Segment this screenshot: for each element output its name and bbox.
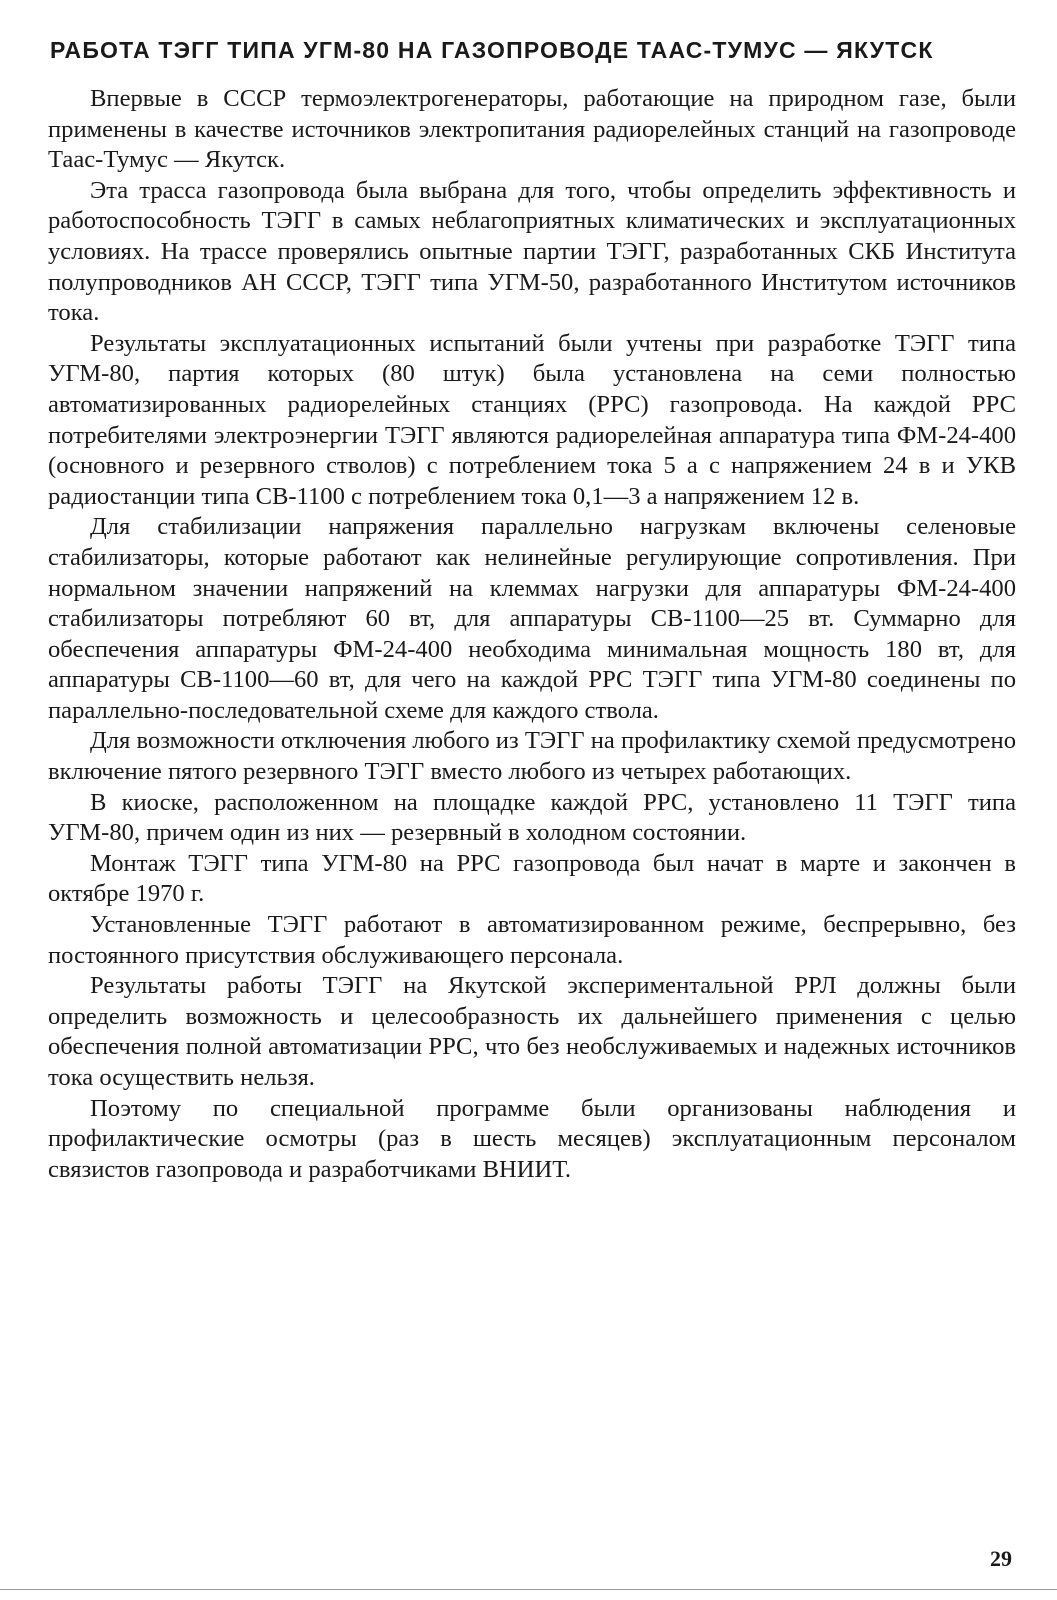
paragraph-2: Эта трасса газопровода была выбрана для того, чтобы определить эффективность и работоспособность ТЭГГ в самых неблагоприятных климатических и эксплуатационных условиях. На трассе проверялись опытные партии ТЭГГ, разработанных СКБ Института полупроводников АН СССР, ТЭГГ типа УГМ-50, разработанного Институтом источников тока.	[48, 176, 1016, 327]
section-heading: РАБОТА ТЭГГ ТИПА УГМ-80 НА ГАЗОПРОВОДЕ ТААС-ТУМУС — ЯКУТСК	[50, 37, 934, 63]
paragraph-4: Для стабилизации напряжения параллельно нагрузкам включены селеновые стабилизаторы, которые работают как нелинейные регулирующие сопротивления. При нормальном значении напряжений на клеммах нагрузки для аппаратуры ФМ-24-400 стабилизаторы потребляют 60 вт, для аппаратуры СВ-1100—25 вт. Суммарно для обеспечения аппаратуры ФМ-24-400 необходима минимальная мощность 180 вт, для аппаратуры СВ-1100—60 вт, для чего на каждой РРС ТЭГГ типа УГМ-80 соединены по параллельно-последовательной схеме для каждого ствола.	[48, 513, 1016, 724]
page-bottom-edge	[0, 1589, 1057, 1590]
paragraph-6: В киоске, расположенном на площадке каждой РРС, установлено 11 ТЭГГ типа УГМ-80, причем один из них — резервный в холодном состоянии.	[48, 788, 1016, 847]
paragraph-9: Результаты работы ТЭГГ на Якутской экспериментальной РРЛ должны были определить возможность и целесообразность их дальнейшего применения с целью обеспечения полной автоматизации РРС, что без необслуживаемых и надежных источников тока осуществить нельзя.	[48, 972, 1016, 1091]
paragraph-5: Для возможности отключения любого из ТЭГГ на профилактику схемой предусмотрено включение пятого резервного ТЭГГ вместо любого из четырех работающих.	[48, 727, 1016, 786]
body-text	[48, 84, 1016, 1185]
paragraph-10: Поэтому по специальной программе были организованы наблюдения и профилактические осмотры (раз в шесть месяцев) эксплуатационным персоналом связистов газопровода и разработчиками ВНИИТ.	[48, 1094, 1016, 1183]
document-page	[48, 36, 1016, 1571]
paragraph-1: Впервые в СССР термоэлектрогенераторы, работающие на природном газе, были применены в качестве источников электропитания радиорелейных станций на газопроводе Таас-Тумус — Якутск.	[48, 85, 1016, 174]
page-number: 29	[990, 1546, 1012, 1571]
paragraph-3: Результаты эксплуатационных испытаний были учтены при разработке ТЭГГ типа УГМ-80, партия которых (80 штук) была установлена на семи полностью автоматизированных радиорелейных станциях (РРС) газопровода. На каждой РРС потребителями электроэнергии ТЭГГ являются радиорелейная аппаратура типа ФМ-24-400 (основного и резервного стволов) с потреблением тока 5 а с напряжением 24 в и УКВ радиостанции типа СВ-1100 с потреблением тока 0,1—3 а напряжением 12 в.	[48, 329, 1016, 510]
paragraph-7: Монтаж ТЭГГ типа УГМ-80 на РРС газопровода был начат в марте и закончен в октябре 1970 г.	[48, 849, 1016, 908]
paragraph-8: Установленные ТЭГГ работают в автоматизированном режиме, беспрерывно, без постоянного присутствия обслуживающего персонала.	[48, 911, 1016, 969]
